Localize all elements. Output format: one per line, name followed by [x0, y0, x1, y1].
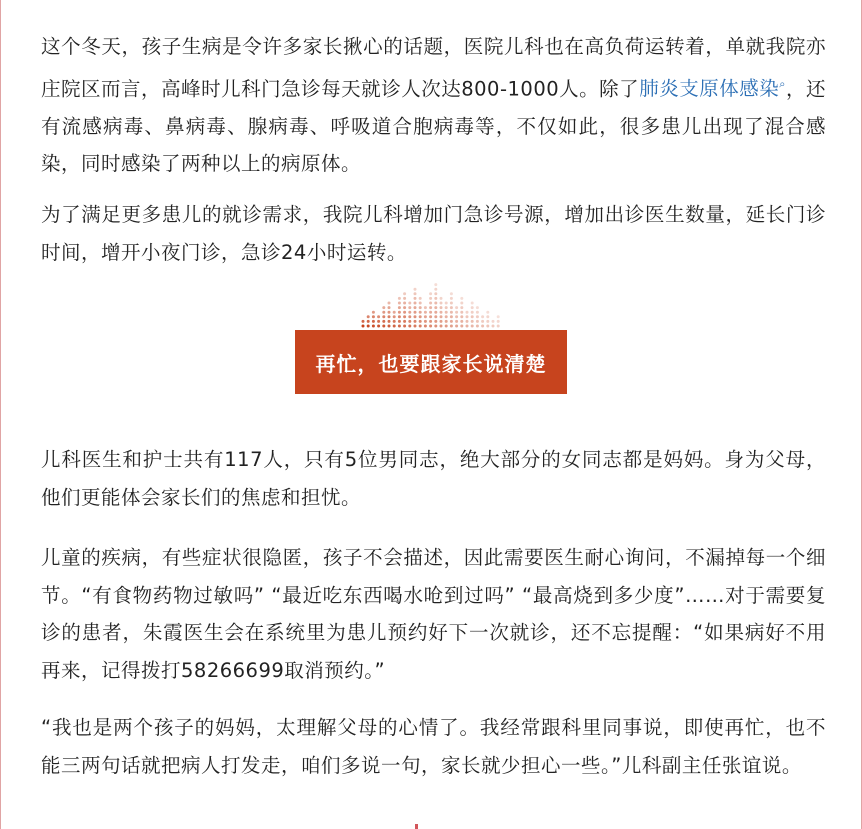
decor-dot [372, 320, 375, 323]
decor-dot [403, 311, 406, 314]
dot-equalizer-decoration [359, 278, 503, 330]
decor-dot [460, 297, 463, 300]
decor-dot [388, 311, 391, 314]
section-heading-block [295, 278, 567, 394]
decor-dot [455, 306, 458, 309]
decor-dot [382, 320, 385, 323]
decor-dot [486, 325, 489, 328]
decor-dot [414, 306, 417, 309]
decor-dot [403, 297, 406, 300]
decor-dot [424, 315, 427, 318]
decor-dot [377, 325, 380, 328]
decor-dot [367, 315, 370, 318]
decor-dot [398, 320, 401, 323]
decor-dot [419, 306, 422, 309]
section-heading-banner [295, 330, 567, 394]
paragraph-1-text-a: 这个冬天，孩子生病是令许多家长揪心的话题，医院儿科也在高负荷运转着，单就我院亦庄院区而言，高峰时儿科门急诊每天就诊人次达800-1000人。除了 [41, 35, 826, 100]
keyword-link[interactable] [639, 77, 786, 100]
decor-dot [476, 325, 479, 328]
decor-dot [419, 297, 422, 300]
decor-dot [429, 311, 432, 314]
decor-dot [362, 325, 365, 328]
decor-dot [424, 320, 427, 323]
paragraph-4: 儿童的疾病，有些症状很隐匿，孩子不会描述，因此需要医生耐心询问，不漏掉每一个细节。“有食物药物过敏吗” “最近吃东西喝水呛到过吗” “最高烧到多少度”……对于需要复诊的患者，朱霞医生会在系统里为患儿预约好下一次就诊，还不忘提醒：“如果病好不用再来，记得拨打58266699取消预约。” [41, 546, 826, 682]
decor-dot [434, 306, 437, 309]
decor-dot [424, 311, 427, 314]
decor-dot [481, 325, 484, 328]
decor-dot [471, 302, 474, 305]
decor-dot [393, 311, 396, 314]
decor-dot [398, 297, 401, 300]
decor-dot [440, 297, 443, 300]
decor-dot [471, 320, 474, 323]
decor-dot [455, 320, 458, 323]
decor-dot [445, 302, 448, 305]
decor-dot [408, 311, 411, 314]
decor-dot [445, 306, 448, 309]
decor-dot [408, 315, 411, 318]
decor-dot [450, 325, 453, 328]
decor-dot [476, 306, 479, 309]
decor-dot [372, 315, 375, 318]
decor-dot [471, 315, 474, 318]
decor-dot [367, 325, 370, 328]
decor-dot [398, 315, 401, 318]
decor-dot [408, 306, 411, 309]
decor-dot [419, 325, 422, 328]
decor-dot [460, 302, 463, 305]
decor-dot [471, 306, 474, 309]
decor-dot [455, 311, 458, 314]
decor-dot [492, 320, 495, 323]
decor-dot [434, 297, 437, 300]
decor-dot [476, 320, 479, 323]
paragraph-1 [41, 28, 826, 183]
decor-dot [445, 315, 448, 318]
decor-dot [460, 315, 463, 318]
decor-dot [419, 315, 422, 318]
decor-dot [414, 297, 417, 300]
decor-dot [414, 315, 417, 318]
decor-dot [455, 315, 458, 318]
decor-dot [434, 283, 437, 286]
decor-dot [455, 325, 458, 328]
decor-dot [429, 302, 432, 305]
decor-dot [471, 325, 474, 328]
decor-dot [382, 306, 385, 309]
decor-dot [388, 306, 391, 309]
decor-dot [450, 315, 453, 318]
keyword-link-text[interactable]: 肺炎支原体感染 [639, 77, 780, 100]
decor-dot [382, 315, 385, 318]
paragraph-1-text-b: ，还有流感病毒、鼻病毒、腺病毒、呼吸道合胞病毒等，不仅如此，很多患儿出现了混合感染，同时感染了两种以上的病原体。 [41, 77, 826, 175]
decor-dot [440, 315, 443, 318]
decor-dot [497, 320, 500, 323]
decor-dot [372, 311, 375, 314]
decor-dot [434, 320, 437, 323]
decor-dot [388, 325, 391, 328]
decor-dot [429, 320, 432, 323]
decor-dot [429, 315, 432, 318]
decor-dot [414, 325, 417, 328]
decor-dot [460, 325, 463, 328]
decor-dot [398, 302, 401, 305]
decor-dot [414, 320, 417, 323]
decor-dot [466, 325, 469, 328]
decor-dot [424, 325, 427, 328]
decor-dot [419, 302, 422, 305]
decor-dot [440, 311, 443, 314]
decor-dot [419, 320, 422, 323]
decor-dot [466, 320, 469, 323]
decor-dot [434, 315, 437, 318]
decor-dot [408, 320, 411, 323]
decor-dot [414, 288, 417, 291]
decor-dot [403, 302, 406, 305]
decor-dot [393, 325, 396, 328]
bottom-divider-mark [415, 824, 418, 829]
decor-dot [460, 311, 463, 314]
decor-dot [414, 302, 417, 305]
decor-dot [471, 311, 474, 314]
decor-dot [403, 325, 406, 328]
decor-dot [403, 320, 406, 323]
decor-dot [403, 292, 406, 295]
decor-dot [429, 306, 432, 309]
decor-dot [377, 320, 380, 323]
decor-dot [460, 306, 463, 309]
decor-dot [486, 320, 489, 323]
decor-dot [398, 311, 401, 314]
decor-dot [393, 320, 396, 323]
decor-dot [450, 297, 453, 300]
decor-dot [434, 288, 437, 291]
decor-dot [424, 306, 427, 309]
decor-dot [486, 311, 489, 314]
decor-dot [388, 315, 391, 318]
decor-dot [497, 325, 500, 328]
decor-dot [403, 306, 406, 309]
decor-dot [382, 311, 385, 314]
decor-dot [450, 306, 453, 309]
decor-dot [440, 320, 443, 323]
decor-dot [492, 325, 495, 328]
decor-dot [408, 325, 411, 328]
decor-dot [429, 292, 432, 295]
decor-dot [367, 320, 370, 323]
decor-dot [481, 315, 484, 318]
decor-dot [377, 315, 380, 318]
decor-dot [466, 311, 469, 314]
decor-dot [393, 315, 396, 318]
decor-dot [460, 320, 463, 323]
search-icon: ⌕ [779, 77, 786, 91]
decor-dot [403, 315, 406, 318]
decor-dot [388, 302, 391, 305]
decor-dot [429, 325, 432, 328]
decor-dot [434, 311, 437, 314]
decor-dot [429, 297, 432, 300]
decor-dot [434, 302, 437, 305]
decor-dot [450, 292, 453, 295]
decor-dot [450, 311, 453, 314]
decor-dot [362, 320, 365, 323]
decor-dot [414, 311, 417, 314]
paragraph-3: 儿科医生和护士共有117人，只有5位男同志，绝大部分的女同志都是妈妈。身为父母，他们更能体会家长们的焦虑和担忧。 [41, 448, 826, 509]
decor-dot [476, 315, 479, 318]
decor-dot [414, 292, 417, 295]
decor-dot [445, 320, 448, 323]
decor-dot [419, 311, 422, 314]
decor-dot [445, 311, 448, 314]
decor-dot [440, 302, 443, 305]
decor-dot [434, 292, 437, 295]
decor-dot [445, 325, 448, 328]
decor-dot [466, 315, 469, 318]
decor-dot [408, 302, 411, 305]
paragraph-5: “我也是两个孩子的妈妈，太理解父母的心情了。我经常跟科里同事说，即使再忙，也不能三两句话就把病人打发走，咱们多说一句，家长就少担心一些。”儿科副主任张谊说。 [41, 716, 826, 777]
decor-dot [486, 315, 489, 318]
decor-dot [481, 320, 484, 323]
decor-dot [440, 325, 443, 328]
decor-dot [388, 320, 391, 323]
decor-dot [476, 311, 479, 314]
decor-dot [434, 325, 437, 328]
decor-dot [372, 325, 375, 328]
decor-dot [382, 325, 385, 328]
decor-dot [440, 306, 443, 309]
decor-dot [450, 320, 453, 323]
section-heading: 再忙，也要跟家长说清楚 [315, 351, 547, 376]
paragraph-2: 为了满足更多患儿的就诊需求，我院儿科增加门急诊号源，增加出诊医生数量，延长门诊时间，增开小夜门诊，急诊24小时运转。 [41, 203, 826, 264]
decor-dot [398, 306, 401, 309]
decor-dot [497, 315, 500, 318]
decor-dot [398, 325, 401, 328]
decor-dot [450, 302, 453, 305]
